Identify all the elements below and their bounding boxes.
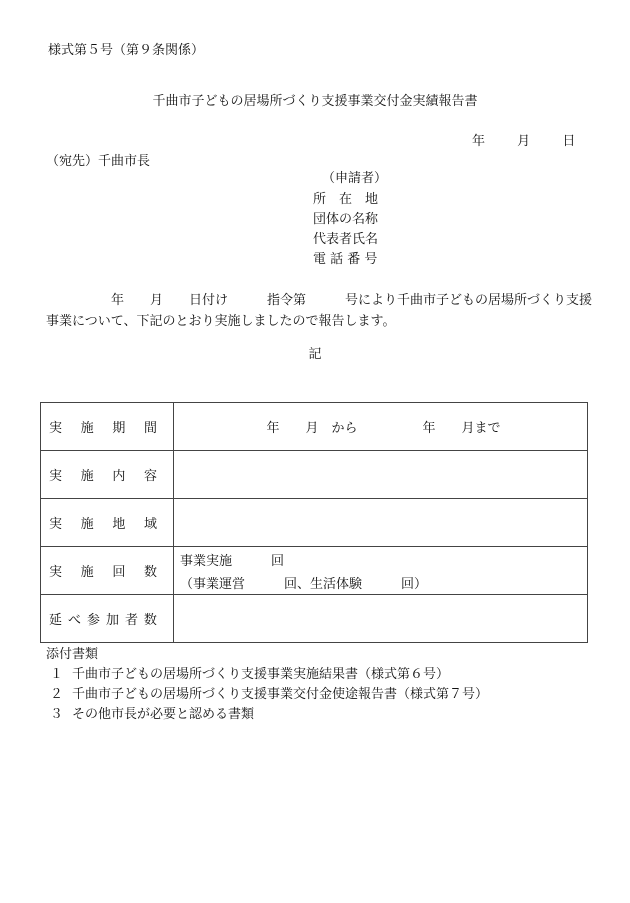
- report-table: [40, 402, 588, 643]
- date-year: 年: [472, 134, 486, 149]
- row-value-area: [174, 499, 588, 547]
- addressee: （宛先）千曲市長: [46, 154, 151, 169]
- table-row: [41, 403, 588, 451]
- attachment-item: ３ その他市長が必要と認める書類: [50, 707, 255, 722]
- attachment-item: ２ 千曲市子どもの居場所づくり支援事業交付金使途報告書（様式第７号）: [50, 687, 489, 702]
- row-value-content: [174, 451, 588, 499]
- applicant-heading: （申請者）: [322, 171, 388, 186]
- date-month: 月: [517, 134, 531, 149]
- table-row: [41, 595, 588, 643]
- table-row: [41, 547, 588, 595]
- row-label-count: 実 施 回 数: [41, 547, 174, 595]
- row-value-participants: [174, 595, 588, 643]
- row-value-period: 年 月 から 年 月まで: [174, 403, 588, 451]
- field-representative: 代表者氏名: [313, 232, 379, 247]
- field-org-name: 団体の名称: [313, 212, 379, 227]
- row-value-count: 事業実施 回 （事業運営 回、生活体験 回）: [174, 547, 588, 595]
- field-address: 所 在 地: [313, 192, 379, 207]
- date-line: [472, 135, 575, 148]
- row-label-content: 実 施 内 容: [41, 451, 174, 499]
- document-title: 千曲市子どもの居場所づくり支援事業交付金実績報告書: [152, 94, 478, 109]
- row-label-participants: 延 べ 参 加 者 数: [41, 595, 174, 643]
- body-text: 年 月 日付け 指令第 号により千曲市子どもの居場所づくり支援事業について、下記のとおり実施しましたので報告します。: [46, 293, 593, 329]
- date-day: 日: [562, 134, 576, 149]
- table-row: [41, 499, 588, 547]
- row-label-area: 実 施 地 域: [41, 499, 174, 547]
- row-label-period: 実 施 期 間: [41, 403, 174, 451]
- attachment-item: １ 千曲市子どもの居場所づくり支援事業実施結果書（様式第６号）: [50, 667, 450, 682]
- form-number: 様式第５号（第９条関係）: [48, 43, 205, 58]
- ki-heading: 記: [308, 347, 322, 362]
- table-row: [41, 451, 588, 499]
- attachments-heading: 添付書類: [46, 647, 99, 662]
- field-phone: 電 話 番 号: [313, 252, 378, 267]
